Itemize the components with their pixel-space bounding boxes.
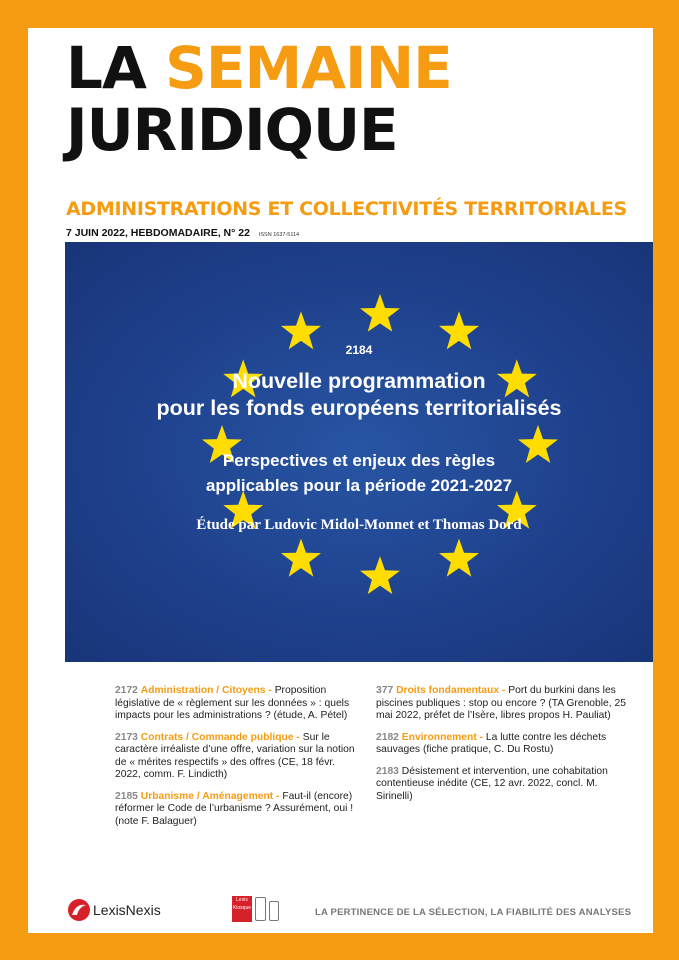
cover-story-title bbox=[65, 368, 653, 422]
summary-item-category: Administration / Citoyens - bbox=[140, 685, 272, 696]
summary-item-number: 2173 bbox=[115, 731, 138, 743]
masthead-title-line2: JURIDIQUE bbox=[66, 96, 398, 164]
star-icon bbox=[439, 539, 479, 577]
summary-item-number: 377 bbox=[376, 685, 394, 696]
summary-item-text: La lutte contre les déchets sauvages (fiche pratique, C. Du Rostu) bbox=[376, 731, 607, 755]
star-icon bbox=[360, 556, 400, 594]
cover-story-title-line1: Nouvelle programmation bbox=[232, 369, 486, 393]
cover-story-title-line2: pour les fonds européens territorialisés bbox=[156, 396, 562, 420]
masthead-title-line1 bbox=[66, 34, 452, 102]
summary-item-number: 2185 bbox=[115, 790, 138, 802]
summary-item-text: Sur le caractère irréaliste d’une offre, variation sur la notion de « mérites respectifs » des offres (CE, 18 févr. 2022, comm. F. Lindicth) bbox=[115, 731, 355, 780]
summary-left-column bbox=[115, 685, 360, 837]
dateline bbox=[66, 227, 299, 239]
summary-item[interactable] bbox=[376, 732, 626, 757]
cover-story-subtitle-line2: applicables pour la période 2021-2027 bbox=[205, 476, 513, 495]
summary-item-text: Faut-il (encore) réformer le Code de l’urbanisme ? Assurément, oui ! (note F. Balaguer) bbox=[115, 790, 354, 827]
summary-item-text: Proposition législative de « règlement sur les données » : quels impacts pour les administrations ? (étude, A. Pétel) bbox=[115, 685, 350, 721]
cover-story-byline: Étude par Ludovic Midol-Monnet et Thomas Dord bbox=[196, 517, 522, 533]
phone-icon bbox=[269, 901, 279, 921]
summary-item-category: Contrats / Commande publique - bbox=[140, 731, 300, 743]
summary-item-category: Urbanisme / Aménagement - bbox=[140, 790, 280, 802]
summary-right-column bbox=[376, 685, 626, 812]
summary-item[interactable] bbox=[115, 685, 360, 723]
summary-item-text: Port du burkini dans les piscines publiques : stop ou encore ? (TA Grenoble, 25 mai 2022, préfet de l’Isère, libres propos H. Pauliat) bbox=[376, 685, 626, 721]
tablet-icon bbox=[255, 897, 266, 921]
footer-tagline: LA PERTINENCE DE LA SÉLECTION, LA FIABILITÉ DES ANALYSES bbox=[315, 907, 632, 918]
masthead-la: LA bbox=[66, 34, 146, 102]
summary-item[interactable] bbox=[376, 685, 626, 723]
masthead-semaine: SEMAINE bbox=[165, 34, 452, 102]
summary-item-number: 2172 bbox=[115, 685, 138, 696]
kiosk-label: Lexis Kiosque bbox=[232, 897, 252, 911]
summary-item-number: 2183 bbox=[376, 765, 399, 777]
masthead-subtitle: ADMINISTRATIONS ET COLLECTIVITÉS TERRITORIALES bbox=[66, 198, 627, 220]
cover-story-subtitle bbox=[65, 448, 653, 498]
cover-story-subtitle-line1: Perspectives et enjeux des règles bbox=[222, 451, 496, 470]
summary-item-number: 2182 bbox=[376, 731, 399, 743]
publisher-name: LexisNexis bbox=[93, 902, 161, 918]
kiosk-app-icon[interactable] bbox=[232, 896, 252, 922]
star-icon bbox=[281, 539, 321, 577]
summary-item-category: Environnement - bbox=[401, 731, 484, 743]
cover-story-banner[interactable] bbox=[65, 242, 653, 662]
summary-item-category: Droits fondamentaux - bbox=[396, 685, 506, 696]
summary-item[interactable] bbox=[376, 766, 626, 804]
summary-item[interactable] bbox=[115, 791, 360, 829]
star-icon bbox=[360, 294, 400, 332]
cover-story-number: 2184 bbox=[345, 343, 373, 357]
summary-item-text: Désistement et intervention, une cohabitation contentieuse inédite (CE, 12 avr. 2022, concl. M. Sirinelli) bbox=[376, 765, 608, 802]
issn: ISSN 1637-5114 bbox=[258, 232, 300, 238]
summary-item[interactable] bbox=[115, 732, 360, 782]
issue-date: 7 JUIN 2022, HEBDOMADAIRE, N° 22 bbox=[66, 227, 250, 239]
